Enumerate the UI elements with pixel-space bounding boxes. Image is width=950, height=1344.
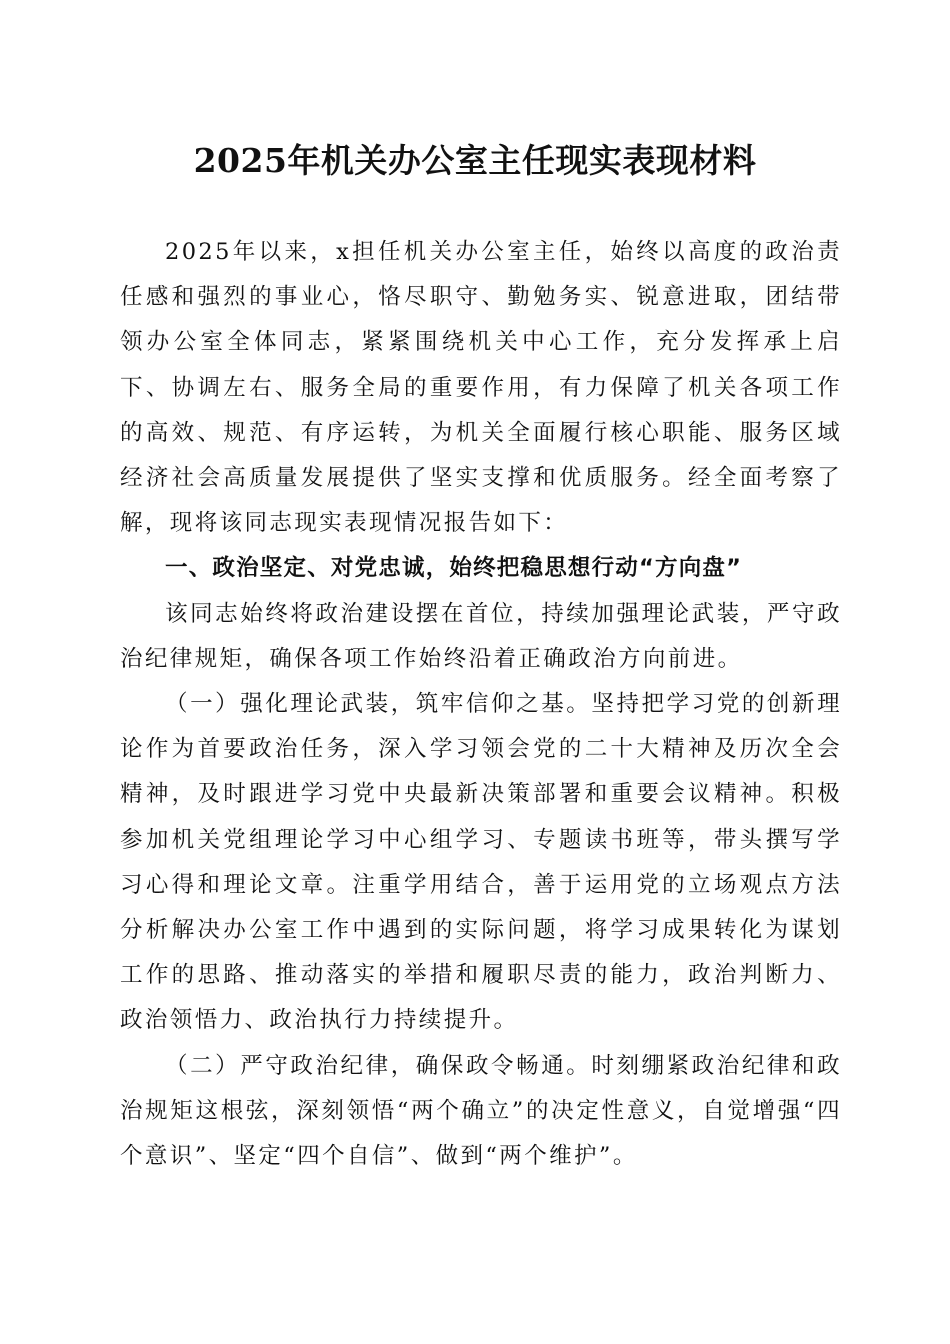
item-lead: （二）严守政治纪律，确保政令畅通。 [165,1052,592,1079]
document-title: 2025年机关办公室主任现实表现材料 [193,141,757,180]
item-paragraph [120,682,842,1044]
item-text: 时刻绷紧政治纪律和政治规矩这根弦，深刻领悟“两个确立”的决定性意义，自觉增强“四个意识”、坚定“四个自信”、做到“两个维护”。 [120,1052,842,1170]
section-heading: 一、政治坚定、对党忠诚，始终把稳思想行动“方向盘” [165,555,743,582]
section-summary-paragraph: 该同志始终将政治建设摆在首位，持续加强理论武装，严守政治纪律规矩，确保各项工作始终沿着正确政治方向前进。 [120,600,842,672]
item-lead: （一）强化理论武装，筑牢信仰之基。 [165,691,592,718]
document-body [120,230,842,1179]
item-paragraph [120,1044,842,1180]
intro-paragraph: 2025年以来，x担任机关办公室主任，始终以高度的政治责任感和强烈的事业心，恪尽职守、勤勉务实、锐意进取，团结带领办公室全体同志，紧紧围绕机关中心工作，充分发挥承上启下、协调左右、服务全局的重要作用，有力保障了机关各项工作的高效、规范、有序运转，为机关全面履行核心职能、服务区域经济社会高质量发展提供了坚实支撑和优质服务。经全面考察了解，现将该同志现实表现情况报告如下： [120,239,842,537]
item-text: 坚持把学习党的创新理论作为首要政治任务，深入学习领会党的二十大精神及历次全会精神，及时跟进学习党中央最新决策部署和重要会议精神。积极参加机关党组理论学习中心组学习、专题读书班等，带头撰写学习心得和理论文章。注重学用结合，善于运用党的立场观点方法分析解决办公室工作中遇到的实际问题，将学习成果转化为谋划工作的思路、推动落实的举措和履职尽责的能力，政治判断力、政治领悟力、政治执行力持续提升。 [120,691,842,1034]
